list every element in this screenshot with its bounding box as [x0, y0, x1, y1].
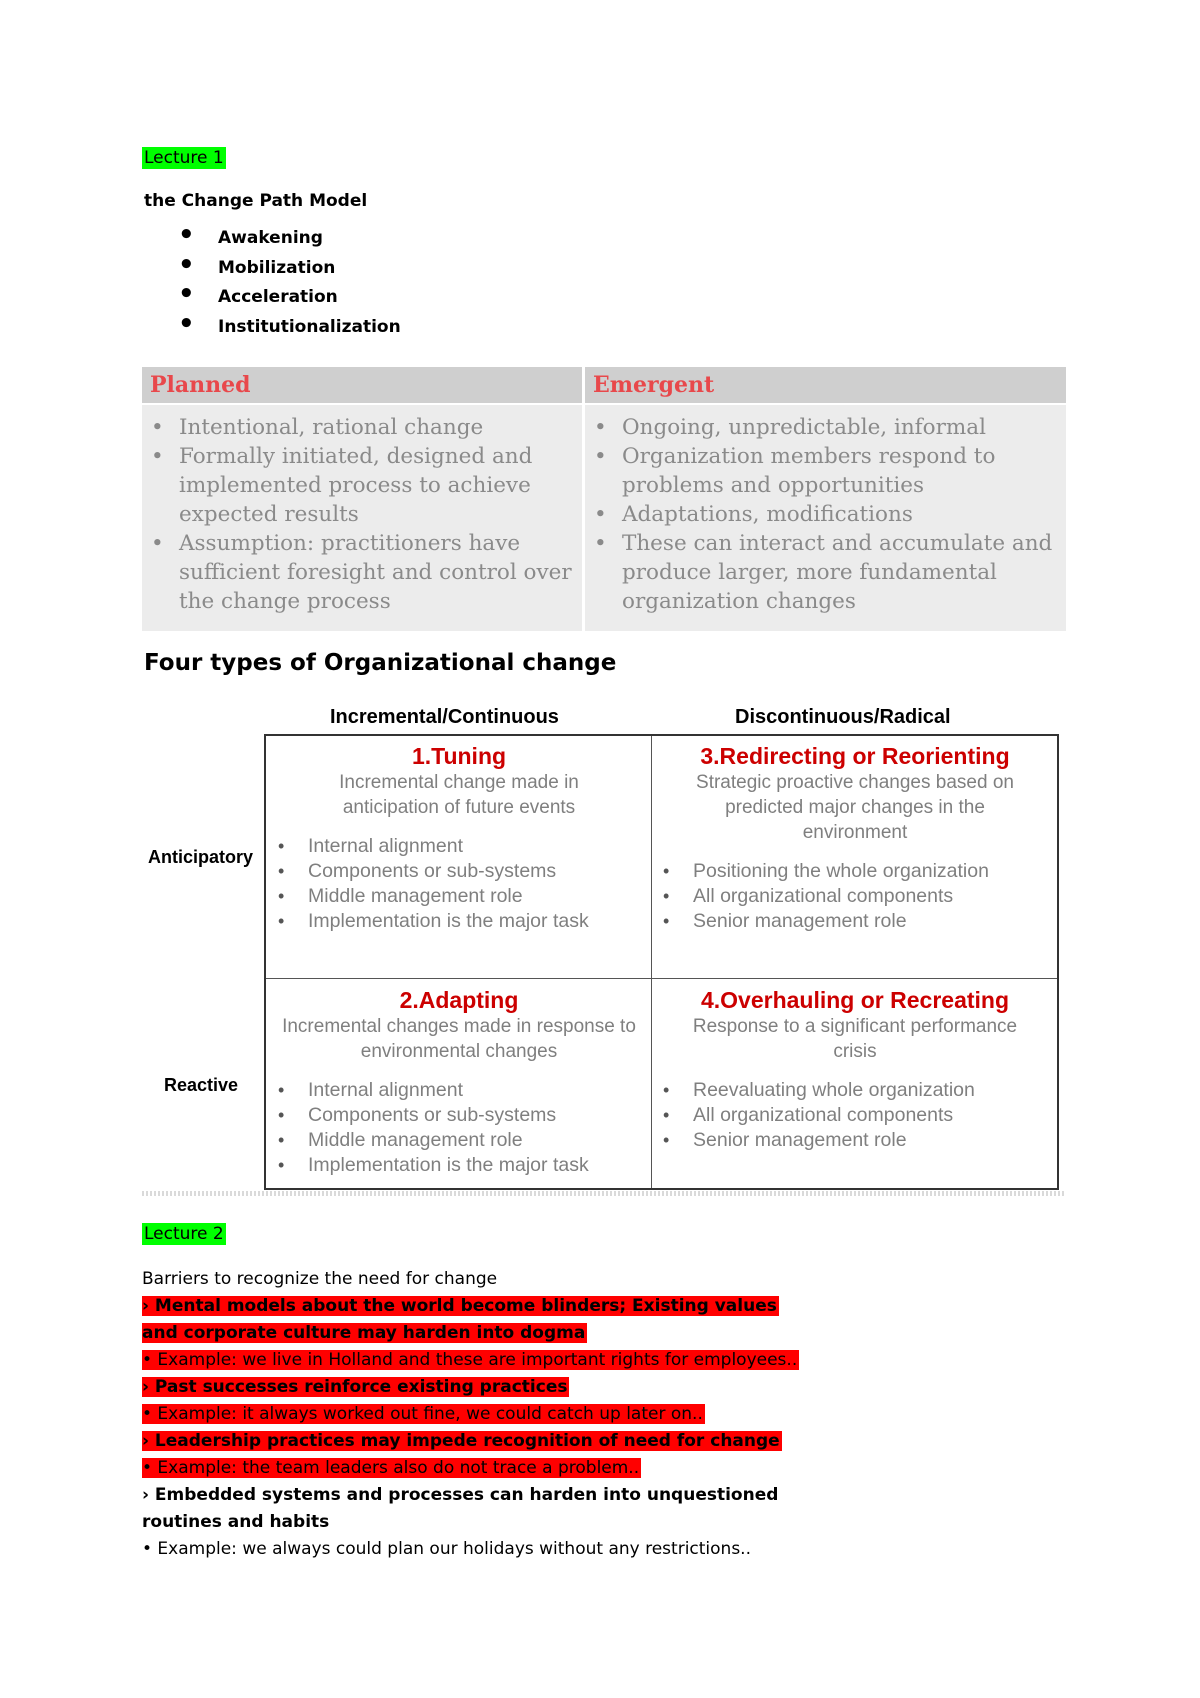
list-item: • Internal alignment	[274, 1078, 644, 1103]
list-item: • Assumption: practitioners have sufficient foresight and control over the change process	[150, 529, 574, 616]
barrier-line: • Example: we always could plan our holidays without any restrictions..	[142, 1539, 751, 1559]
lecture-2-label: Lecture 2	[144, 1224, 224, 1244]
cell-overhauling	[659, 986, 1051, 1153]
four-types-title: Four types of Organizational change	[144, 650, 617, 676]
highlighted-text: • Example: it always worked out fine, we could catch up later on..	[142, 1404, 703, 1424]
list-item: • Acceleration	[144, 286, 401, 316]
list-item: • Senior management role	[659, 1128, 1051, 1153]
barrier-line	[142, 1347, 799, 1373]
row-header-reactive: Reactive	[164, 1075, 239, 1095]
list-item: • Middle management role	[274, 884, 644, 909]
list-item: • Components or sub-systems	[274, 859, 644, 884]
barrier-line	[142, 1320, 587, 1346]
cell-title: 4.Overhauling or Recreating	[700, 987, 1010, 1013]
list-item: • Mobilization	[144, 257, 401, 287]
cell-description: Response to a significant performance crisis	[692, 1016, 1018, 1062]
planned-header: Planned	[142, 367, 582, 403]
barrier-line	[142, 1455, 641, 1481]
list-item: • Intentional, rational change	[150, 413, 574, 442]
highlighted-text: › Leadership practices may impede recognition of need for change	[142, 1431, 780, 1451]
column-header-incremental: Incremental/Continuous	[330, 706, 559, 728]
cell-title: 2.Adapting	[399, 987, 519, 1013]
cell-tuning	[274, 742, 644, 934]
barrier-line	[142, 1293, 779, 1319]
list-item: • All organizational components	[659, 1103, 1051, 1128]
barriers-intro: Barriers to recognize the need for change	[142, 1269, 498, 1289]
cell-adapting	[274, 986, 644, 1178]
list-item: • Reevaluating whole organization	[659, 1078, 1051, 1103]
list-item: • Senior management role	[659, 909, 1051, 934]
list-item: • Ongoing, unpredictable, informal	[593, 413, 1058, 442]
cell-description: Incremental change made in anticipation of future events	[339, 772, 579, 818]
divider	[651, 736, 652, 1188]
planned-emergent-table	[142, 367, 1066, 631]
divider	[266, 978, 1057, 979]
lecture-1-tag	[142, 147, 226, 169]
highlighted-text: • Example: the team leaders also do not trace a problem..	[142, 1458, 640, 1478]
lecture-1-label: Lecture 1	[144, 148, 224, 168]
highlighted-text: • Example: we live in Holland and these are important rights for employees..	[142, 1350, 798, 1370]
list-item: • Implementation is the major task	[274, 1153, 644, 1178]
lecture-2-tag	[142, 1223, 226, 1245]
list-item: • These can interact and accumulate and produce larger, more fundamental organization changes	[593, 529, 1058, 616]
row-header-anticipatory: Anticipatory	[148, 847, 254, 867]
list-item: • Organization members respond to problems and opportunities	[593, 442, 1058, 500]
barrier-line	[142, 1401, 705, 1427]
cell-title: 1.Tuning	[411, 743, 507, 769]
change-path-list	[144, 227, 401, 345]
planned-column	[142, 405, 582, 631]
list-item: • All organizational components	[659, 884, 1051, 909]
list-item: • Positioning the whole organization	[659, 859, 1051, 884]
change-types-matrix	[264, 734, 1059, 1190]
barrier-line	[142, 1374, 569, 1400]
list-item: • Implementation is the major task	[274, 909, 644, 934]
cell-redirecting	[659, 742, 1051, 934]
list-item: • Institutionalization	[144, 316, 401, 346]
emergent-column	[585, 405, 1066, 631]
barrier-line	[142, 1428, 782, 1454]
list-item: • Awakening	[144, 227, 401, 257]
cell-description: Strategic proactive changes based on predicted major changes in the environment	[696, 772, 1014, 843]
list-item: • Formally initiated, designed and implemented process to achieve expected results	[150, 442, 574, 529]
change-path-heading: the Change Path Model	[144, 191, 368, 211]
list-item: • Adaptations, modifications	[593, 500, 1058, 529]
list-item: • Components or sub-systems	[274, 1103, 644, 1128]
cell-title: 3.Redirecting or Reorienting	[700, 743, 1010, 769]
list-item: • Middle management role	[274, 1128, 644, 1153]
highlighted-text: › Past successes reinforce existing practices	[142, 1377, 568, 1397]
highlighted-text: › Mental models about the world become blinders; Existing values	[142, 1296, 777, 1316]
cell-description: Incremental changes made in response to environmental changes	[282, 1016, 636, 1062]
column-header-discontinuous: Discontinuous/Radical	[735, 706, 951, 728]
list-item: • Internal alignment	[274, 834, 644, 859]
emergent-header: Emergent	[585, 367, 1066, 403]
highlighted-text: and corporate culture may harden into dogma	[142, 1323, 586, 1343]
barrier-line: › Embedded systems and processes can harden into unquestioned	[142, 1485, 779, 1505]
image-border	[142, 1191, 1066, 1196]
barrier-line: routines and habits	[142, 1512, 330, 1532]
